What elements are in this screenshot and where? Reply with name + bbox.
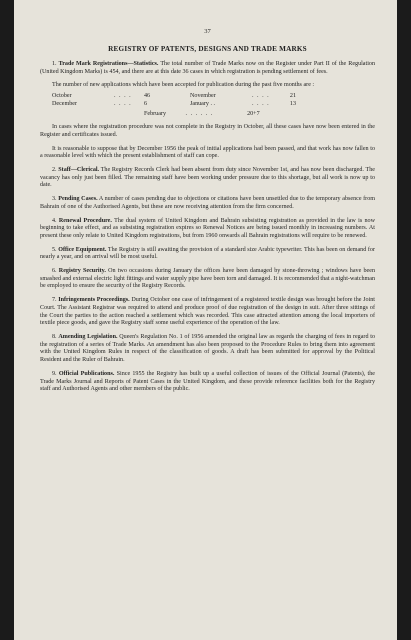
- section-5-heading: Office Equipment.: [58, 246, 107, 253]
- month-value: 13: [289, 100, 296, 107]
- section-1-number: 1.: [52, 61, 57, 67]
- month-label: October: [52, 93, 72, 100]
- section-6-text: On two occasions during January the offices have been damaged by stone-throwing ; windows have been smashed and external electric light fittings and water supply pipe have been torn and damaged. It is recommended that a night-watchman be employed to ensure the security of the Registry Records.: [40, 268, 375, 290]
- section-4-text: The dual system of United Kingdom and Bahrain subsisting registration as provided in the law is now beginning to take effect, and as subsisting registration expires so Renewal Notices are being issued monthly in increasing numbers. At present these only relate to United Kingdom registrations, but from 1960 onwards all Bahrain registrations will require to be renewed.: [40, 217, 375, 239]
- section-7: [40, 297, 375, 328]
- section-5-number: 5.: [52, 246, 57, 253]
- paragraph-reasonable: It is reasonable to suppose that by December 1956 the peak of initial applications had been passed, and that work has now fallen to a reasonable level with which the present establishment of staff can cope.: [40, 145, 375, 160]
- applications-row-february: [144, 111, 375, 119]
- section-1: [40, 61, 375, 76]
- section-2-number: 2.: [52, 167, 57, 174]
- section-3-heading: Pending Cases.: [58, 196, 98, 203]
- section-2-heading: Staff—Clerical.: [58, 167, 100, 174]
- section-7-text: During October one case of infringement of a registered textile design was brought before the Joint Court. The Assistant Registrar was required to attend and produce proof of due registration of the design in suit. After three sittings of the Court the parties to the action reached a settlement which was recorded. This case attracted attention among the local importers of textile piece goods, and gave the Registry staff some useful experience of the operation of the law.: [40, 297, 375, 327]
- month-label: December: [52, 100, 78, 107]
- section-4-heading: Renewal Procedure.: [58, 217, 112, 224]
- applications-table: [52, 93, 296, 108]
- section-7-number: 7.: [52, 297, 57, 304]
- month-label: November: [190, 93, 216, 100]
- section-9-text: Since 1955 the Registry has built up a useful collection of issues of the Official Journal (Patents), the Trade Marks Journal and Reports of Patent Cases in the United Kingdom, and these provide reference facilities both for the Registry staff and Authorised Agents and other members of the public.: [40, 370, 375, 393]
- section-2: [40, 167, 375, 190]
- month-value: 6: [144, 100, 148, 107]
- section-9-number: 9.: [52, 370, 57, 377]
- applications-intro: The number of new applications which have been accepted for publication during the past five months are :: [52, 82, 315, 89]
- leader-dots: . . . .: [252, 100, 270, 107]
- section-9: [40, 371, 375, 394]
- leader-dots: . . . . . .: [185, 110, 214, 117]
- section-5-text: The Registry is still awaiting the provision of a standard size Arabic typewriter. This has been on demand for nearly a year, and on arrival will be most useful.: [40, 246, 375, 261]
- section-6-heading: Registry Security.: [58, 268, 106, 275]
- section-8: [40, 334, 375, 365]
- leader-dots: . . . .: [114, 93, 132, 100]
- section-8-number: 8.: [52, 333, 57, 340]
- section-3-number: 3.: [52, 196, 57, 203]
- section-8-text: Queen's Regulation No. 1 of 1956 amended the original law as regards the charging of fees in regard to the registration of a series of Trade Marks. An amendment has also been proposed to the Procedure Rules to bring them into agreement with the United Kingdom Rules in respect of the classification of goods. A draft has been submitted for approval by the Political Resident and the Ruler of Bahrain.: [40, 333, 376, 364]
- page-number: 37: [204, 28, 211, 35]
- month-value: 46: [144, 93, 151, 100]
- document-page: [14, 0, 397, 640]
- leader-dots: . . . .: [252, 93, 270, 100]
- applications-row: [52, 93, 296, 101]
- section-3: [40, 196, 375, 211]
- section-6: [40, 268, 375, 291]
- applications-row: [52, 101, 296, 109]
- leader-dots: . . . .: [114, 100, 132, 107]
- section-5: [40, 247, 375, 262]
- month-value: 20+7: [247, 110, 260, 117]
- paragraph-cases: In cases where the registration procedure was not complete in the Registry in October, all these cases have now been entered in the Register and certificates issued.: [40, 124, 375, 138]
- month-label: February: [144, 110, 166, 117]
- section-8-heading: Amending Legislation.: [58, 333, 118, 340]
- section-9-heading: Official Publications.: [58, 370, 115, 377]
- section-1-heading: Trade Mark Registrations—Statistics.: [58, 61, 159, 67]
- document-title: REGISTRY OF PATENTS, DESIGNS AND TRADE MARKS: [108, 45, 307, 53]
- month-value: 21: [289, 93, 296, 100]
- section-7-heading: Infringements Proceedings.: [58, 297, 130, 304]
- section-2-text: The Registry Records Clerk had been absent from duty since November 1st, and has now been discharged. The vacancy has only just been filled. The remaining staff have been working under pressure due to this shortage, but all work is now up to date.: [40, 167, 375, 189]
- section-6-number: 6.: [52, 268, 57, 275]
- section-3-text: A number of cases pending due to objections or citations have been unsettled due to the temporary absence from Bahrain of one of the Authorised Agents, but these are now receiving attention from the firm concerned.: [40, 196, 375, 210]
- month-label: January . .: [190, 100, 216, 107]
- section-1-text: The total number of Trade Marks now on the Register under Part II of the Regulation (United Kingdom Marks) is 454, and there are at this date 36 cases in which registration is pending settlement of fees.: [40, 61, 375, 75]
- section-4: [40, 218, 375, 241]
- section-4-number: 4.: [52, 217, 57, 224]
